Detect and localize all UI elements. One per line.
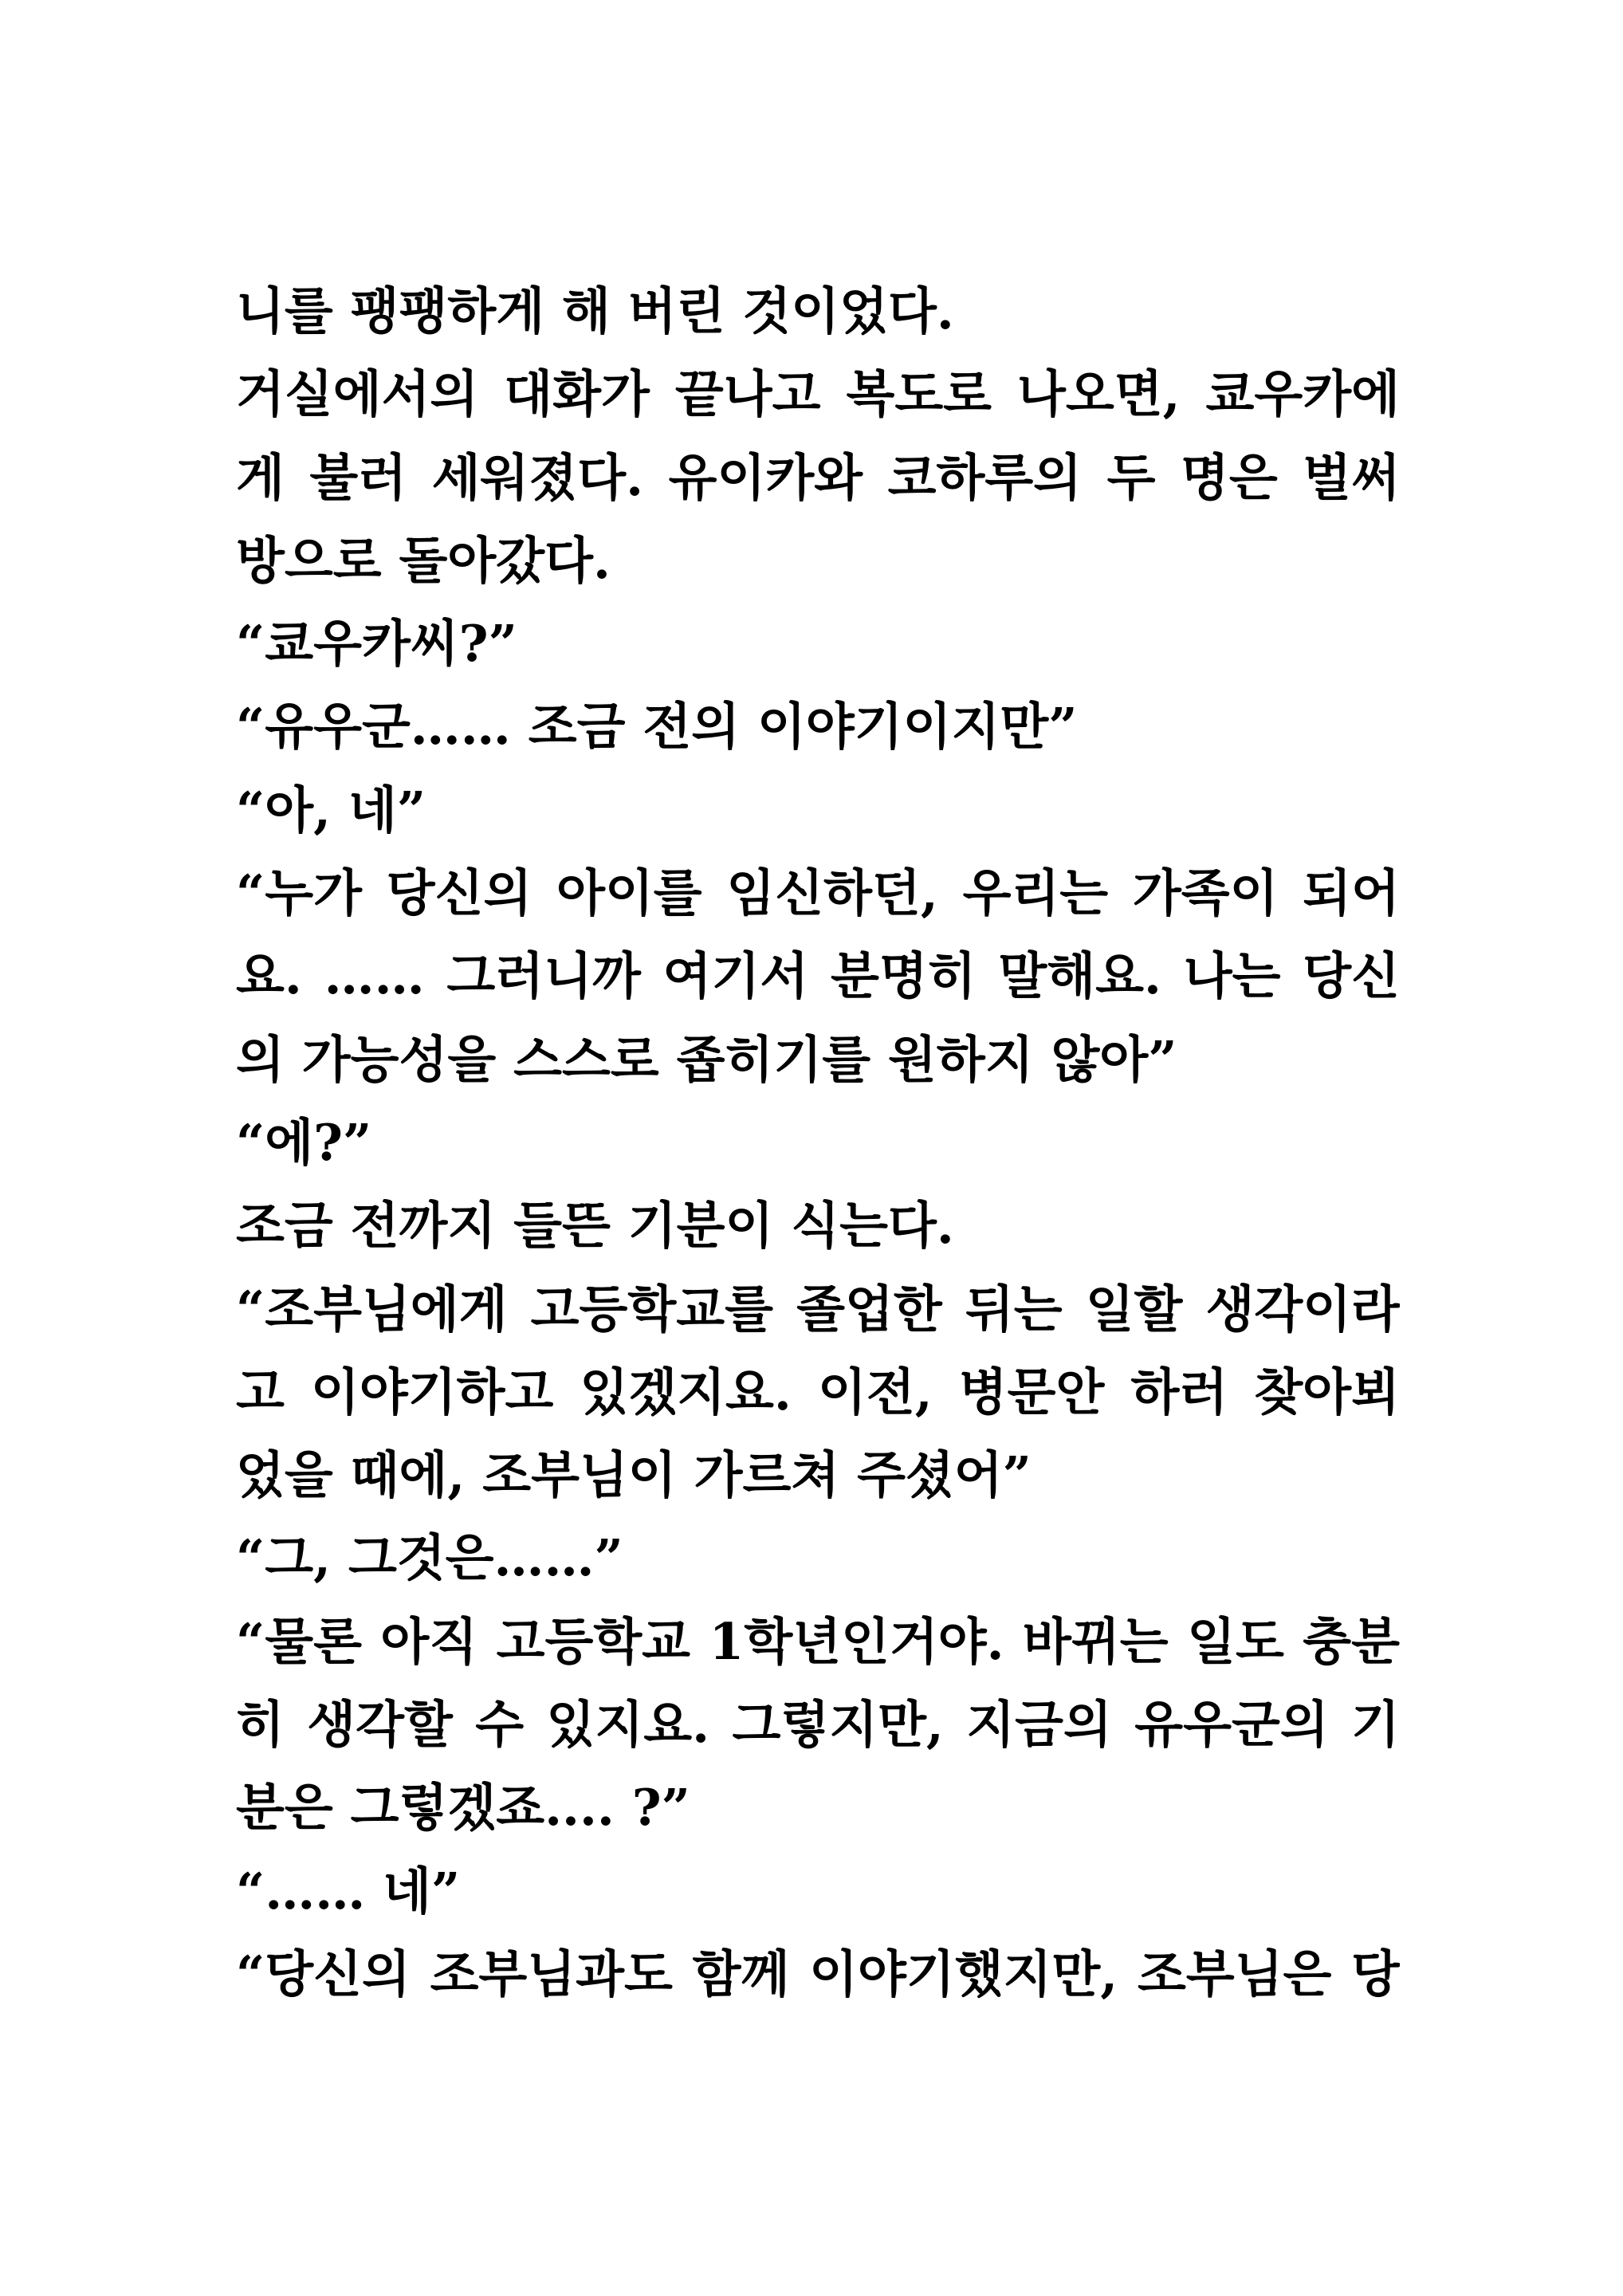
text-line: “누가 당신의 아이를 임신하던, 우리는 가족이 되어 [236,863,1400,923]
text-line: 고 이야기하고 있겠지요. 이전, 병문안 하러 찾아뵈 [236,1362,1400,1421]
text-line: 히 생각할 수 있지요. 그렇지만, 지금의 유우군의 기 [236,1695,1400,1755]
text-line: 방으로 돌아갔다. [236,530,611,590]
text-line: 었을 때에, 조부님이 가르쳐 주셨어” [236,1445,1032,1505]
text-line: “…… 네” [236,1861,461,1921]
text-line: 분은 그렇겠죠.... ?” [236,1778,690,1838]
text-line: “그, 그것은……” [236,1528,623,1588]
text-line: “쿄우카씨?” [236,614,517,674]
text-line: 거실에서의 대화가 끝나고 복도로 나오면, 쿄우카에 [236,364,1400,424]
body-text [236,269,1400,2015]
text-line: “유우군…… 조금 전의 이야기이지만” [236,697,1078,757]
text-line: 요. …… 그러니까 여기서 분명히 말해요. 나는 당신 [236,946,1400,1006]
text-line: “조부님에게 고등학교를 졸업한 뒤는 일할 생각이라 [236,1279,1400,1339]
text-line: “에?” [236,1112,372,1172]
text-line: “당신의 조부님과도 함께 이야기했지만, 조부님은 당 [236,1944,1400,2003]
text-line: “아, 네” [236,780,426,839]
text-line: 의 가능성을 스스로 좁히기를 원하지 않아” [236,1029,1177,1089]
text-line: “물론 아직 고등학교 1학년인거야. 바뀌는 일도 충분 [236,1611,1400,1671]
text-line: 조금 전까지 들뜬 기분이 식는다. [236,1196,954,1256]
text-line: 게 불러 세워졌다. 유이카와 코하루의 두 명은 벌써 [236,447,1400,507]
text-line: 니를 팽팽하게 해 버린 것이었다. [236,281,954,340]
